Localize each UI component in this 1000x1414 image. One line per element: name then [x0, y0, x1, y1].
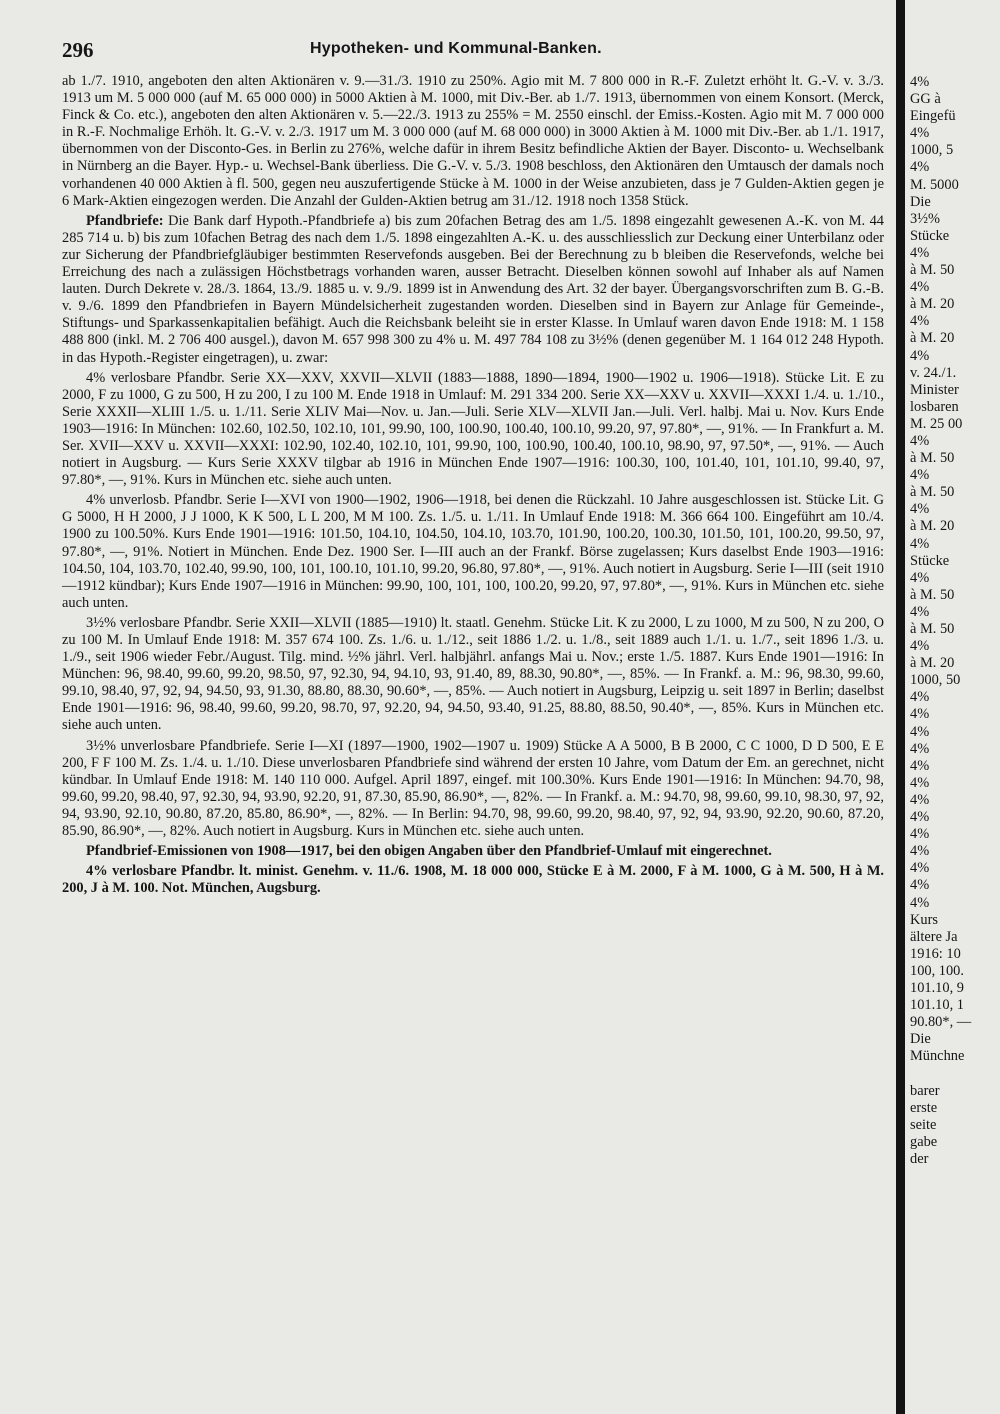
- adjacent-page-line: [910, 1065, 1000, 1082]
- paragraph-emissionen: Pfandbrief-Emissionen von 1908—1917, bei den obigen Angaben über den Pfandbrief-Umlauf mit eingerechnet.: [86, 843, 772, 860]
- adjacent-page-line: 4%: [910, 569, 930, 586]
- adjacent-page-line: à M. 50: [910, 484, 955, 501]
- main-text-column: [62, 73, 884, 897]
- adjacent-page-line: Münchne: [910, 1048, 965, 1065]
- adjacent-page-line: v. 24./1.: [910, 364, 957, 381]
- adjacent-page-line: M. 5000: [910, 176, 959, 193]
- adjacent-page-line: à M. 20: [910, 518, 955, 535]
- adjacent-page-line: 1000, 5: [910, 142, 954, 159]
- adjacent-page-line: 4%: [910, 74, 930, 90]
- adjacent-page-line: 4%: [910, 501, 930, 518]
- adjacent-page-line: losbaren: [910, 398, 959, 415]
- paragraph-4pct-verlosbare: 4% verlosbare Pfandbr. Serie XX—XXV, XXVII—XLVII (1883—1888, 1890—1894, 1900—1902 u. 1906—1918). Stücke Lit. E zu 2000, F zu 1000, G zu 500, H zu 200, I zu 100 M. Ende 1918 in Umlauf: M. 291 334 200. Serie XX—XXV u. XXVII—XXXI 1./4. u. 1./10., Serie XXXII—XLIII 1./5. u. 1./11. Serie XLIV Mai—Nov. u. Jan.—Juli. Serie XLV—XLVII Jan.—Juli. Verl. halbj. Mai u. Nov. Kurs Ende 1903—1916: In München: 102.60, 102.50, 102.10, 101, 99.90, 100, 100.90, 100.40, 100.10, 99.20, 97, 97.80*, —, 91%. — In Frankfurt a. M. Ser. XVII—XXV u. XXVII—XXXI: 102.90, 102.40, 102.10, 101, 99.90, 100, 100.90, 100.40, 100.10, 98.90, 97, 97.50*, —, 91%. — Auch notiert in Augsburg. — Kurs Serie XXXV tilgbar ab 1916 in München Ende 1907—1916: 100.30, 100, 101.40, 101, 101.10, 99.40, 97, 97.80*, —, 91%. Kurs in München etc. siehe auch unten.: [62, 369, 884, 489]
- adjacent-page-line: 90.80*, —: [910, 1014, 972, 1031]
- adjacent-page-line: à M. 50: [910, 586, 955, 603]
- paragraph-4pct-unverlosbare: 4% unverlosb. Pfandbr. Serie I—XVI von 1900—1902, 1906—1918, bei denen die Rückzahl. 10 Jahre ausgeschlossen ist. Stücke Lit. G G 5000, H H 2000, J J 1000, K K 500, L L 200, M M 100. Zs. 1./5. u. 1./11. In Umlauf Ende 1918: M. 366 664 100. Eingeführt am 10./4. 1900 zu 100.50%. Kurs Ende 1901—1916: 101.50, 104.10, 104.50, 104.10, 103.70, 101.90, 100.20, 100.30, 101.50, 101, 100.20, 99.50, 97, 97.80*, —, 91%. Notiert in München. Ende Dez. 1900 Ser. I—III auch an der Frankf. Börse zugelassen; Kurs daselbst Ende 1903—1916: 104.50, 104, 103.70, 102.40, 99.90, 100, 101, 100.10, 101.10, 99.20, 96.80, 97.80*, —, 91%. Auch notiert in Augsburg. Serie I—III (seit 1910—1912 kündbar); Kurs Ende 1907—1916 in München: 99.90, 100, 101, 100, 100.20, 99.20, 97, 97.80*, —, 91%. Kurs in München etc. siehe auch unten.: [62, 492, 884, 611]
- adjacent-page-line: 4%: [910, 791, 930, 808]
- adjacent-page-line: GG à: [910, 91, 941, 108]
- adjacent-page-line: à M. 20: [910, 330, 955, 347]
- adjacent-page-line: Stücke: [910, 227, 950, 244]
- paragraph-pfandbriefe-body: Die Bank darf Hypoth.-Pfandbriefe a) bis zum 20fachen Betrag des am 1./5. 1898 eingezahlt gewesenen A.-K. von M. 44 285 714 u. b) bis zum 10fachen Betrag des nach dem 1./5. 1898 eingezahlten A.-K. u. des ausschliesslich zur Deckung einer Unterbilanz oder zur Sicherung der Pfandbriefgläubiger bestimmten Reservefonds ausgeben. Bei der Berechnung zu b bleiben die Reservefonds, welche bei Erreichung des nach a zulässigen Höchstbetrags vorhanden waren, ausser Betracht. Dieselben können sowohl auf Inhaber als auf Namen lauten. Durch Dekrete v. 28./3. 1864, 13./9. 1885 u. v. 9./9. 1899 ist in Anwendung des Art. 32 der bayer. Übergangsvorschriften zum B. G.-B. v. 9./6. 1899 den Pfandbriefen in Bayern Mündelsicherheit zugestanden worden. Dieselben sind in Bayern zur Anlage für Gemeinde-, Stiftungs- und Sparkassenkapitalien befähigt. Auch die Reichsbank beleiht sie in erster Klasse. In Umlauf waren davon Ende 1918: M. 1 158 488 800 (inkl. M. 2 706 400 ausgel.), davon M. 657 998 300 zu 4% u. M. 497 784 108 zu 3½% (denen gegenüber M. 1 164 012 248 Hypoth. in das Hypoth.-Register eingetragen), u. zwar:: [62, 212, 885, 366]
- paragraph-capital-history: ab 1./7. 1910, angeboten den alten Aktionären v. 9.—31./3. 1910 zu 250%. Agio mit M. 7 800 000 in R.-F. Zuletzt erhöht lt. G.-V. v. 3./3. 1913 um M. 5 000 000 (auf M. 65 000 000) in 5000 Aktien à M. 1000, mit Div.-Ber. ab 1./7. 1913, übernommen von einem Konsort. (Merck, Finck & Co. etc.), angeboten den alten Aktionären v. 5.—22./3. 1913 zu 255% = M. 2550 einschl. der Emiss.-Kosten. Agio mit M. 7 000 000 in R.-F. Nochmalige Erhöh. lt. G.-V. v. 2./3. 1917 um M. 3 000 000 (auf M. 68 000 000) in 3000 Aktien à M. 1000 mit Div.-Ber. ab 1./1. 1917, übernommen von der Disconto-Ges. in Berlin zu 276%, welche dafür in ihrem Besitz befindliche Aktien der Bayer. Disconto- u. Wechselbank in Nürnberg an die Bayer. Hyp.- u. Wechsel-Bank überliess. Die G.-V. v. 5./3. 1908 beschloss, den Aktionären den Umtausch der damals noch vorhandenen 40 000 Aktien à fl. 500, gegen neu auszufertigende Stücke à M. 1000 in der Weise anzubieten, dass je 7 Gulden-Aktien gegen je 6 Mark-Aktien eingezogen werden. Die Anzahl der Gulden-Aktien betrug am 31./12. 1918 noch 1358 Stück.: [62, 73, 884, 209]
- adjacent-page-line: à M. 50: [910, 621, 955, 637]
- adjacent-page-line: Die: [910, 193, 931, 210]
- adjacent-page-line: 4%: [910, 774, 930, 791]
- paragraph-pfandbriefe: [62, 213, 884, 367]
- adjacent-page-line: 1000, 50: [910, 672, 961, 689]
- adjacent-page-line: 4%: [910, 159, 930, 176]
- adjacent-page-line: 4%: [910, 535, 930, 552]
- adjacent-page-line: Kurs: [910, 911, 938, 928]
- adjacent-page-line: seite: [910, 1116, 937, 1133]
- adjacent-page-line: 4%: [910, 894, 930, 911]
- adjacent-page-line: gabe: [910, 1133, 938, 1150]
- section-heading-pfandbriefe: Pfandbriefe:: [86, 212, 164, 229]
- adjacent-page-column: [910, 74, 1000, 1404]
- adjacent-page-line: 4%: [910, 603, 930, 620]
- adjacent-page-line: 4%: [910, 860, 930, 877]
- adjacent-page-line: 4%: [910, 689, 930, 706]
- adjacent-page-line: ältere Ja: [910, 928, 958, 945]
- adjacent-page-line: 4%: [910, 347, 930, 364]
- adjacent-page-line: 4%: [910, 809, 930, 826]
- adjacent-page-line: barer: [910, 1082, 940, 1099]
- adjacent-page-line: 4%: [910, 244, 930, 261]
- adjacent-page-line: à M. 20: [910, 296, 955, 313]
- paragraph-3half-verlosbare: 3½% verlosbare Pfandbr. Serie XXII—XLVII (1885—1910) lt. staatl. Genehm. Stücke Lit. K zu 2000, L zu 1000, M zu 500, N zu 200, O zu 100 M. In Umlauf Ende 1918: M. 357 674 100. Zs. 1./6. u. 1./12., seit 1886 1./2. u. 1./8., seit 1889 auch 1./1. u. 1./7., seit 1896 1./3. u. 1./9., seit 1906 wieder Febr./August. Tilg. mind. ½% jährl. Verl. halbjährl. anfangs Mai u. Nov.; erste 1./5. 1887. Kurs Ende 1901—1916: In München: 96, 98.40, 99.60, 99.20, 98.50, 97, 92.30, 94, 94.10, 93, 91.40, 89, 88.30, 90.80*, —, 85%. — In Frankf. a. M.: 96, 98.30, 99.60, 99.10, 98.40, 97, 92, 94, 94.50, 93, 91.30, 88.80, 88.30, 90.60*, —, 85%. — Auch notiert in Augsburg, Leipzig u. seit 1897 in Berlin; daselbst Ende 1901—1916: 96, 98.40, 99.60, 99.20, 98.70, 97, 92.20, 94, 94.50, 93.40, 91.25, 88.80, 88.50, 90.40*, —, 85%. Kurs in München etc. siehe auch unten.: [62, 614, 884, 734]
- adjacent-page-line: 4%: [910, 826, 930, 843]
- adjacent-page-line: 101.10, 1: [910, 997, 964, 1014]
- adjacent-page-line: Minister: [910, 381, 959, 398]
- adjacent-page-line: Stücke: [910, 552, 950, 569]
- adjacent-page-line: 4%: [910, 706, 930, 723]
- adjacent-page-line: 4%: [910, 432, 930, 449]
- running-title: Hypotheken- und Kommunal-Banken.: [310, 40, 602, 57]
- adjacent-page-line: 100, 100.: [910, 962, 964, 979]
- page-header: [62, 38, 882, 60]
- column-gutter-rule: [896, 0, 905, 1414]
- adjacent-page-line: Eingefü: [910, 108, 956, 125]
- adjacent-page-line: 4%: [910, 757, 930, 774]
- adjacent-page-line: 4%: [910, 723, 930, 740]
- adjacent-page-line: Die: [910, 1031, 931, 1048]
- adjacent-page-line: 4%: [910, 740, 930, 757]
- adjacent-page-line: 4%: [910, 843, 930, 860]
- adjacent-page-line: 4%: [910, 877, 930, 894]
- adjacent-page-line: 4%: [910, 638, 930, 655]
- adjacent-page-line: der: [910, 1150, 929, 1167]
- paragraph-4pct-1908: 4% verlosbare Pfandbr. lt. minist. Genehm. v. 11./6. 1908, M. 18 000 000, Stücke E à M. 2000, F à M. 1000, G à M. 500, H à M. 200, J à M. 100. Not. München, Augsburg.: [62, 863, 884, 897]
- paragraph-3half-unverlosbare: 3½% unverlosbare Pfandbriefe. Serie I—XI (1897—1900, 1902—1907 u. 1909) Stücke A A 5000, B B 2000, C C 1000, D D 500, E E 200, F F 100 M. Zs. 1./4. u. 1./10. Diese unverlosbaren Pfandbriefe sind während der ersten 10 Jahre, vom Datum der Em. an gerechnet, nicht kündbar. In Umlauf Ende 1918: M. 140 110 000. Aufgel. April 1897, eingef. mit 100.30%. Kurs Ende 1901—1916: In München: 94.70, 98, 99.60, 99.20, 98.40, 97, 92.30, 94, 93.90, 92.20, 91, 87.30, 85.90, 86.90*, —, 82%. — In Frankf. a. M.: 94.70, 98, 99.60, 99.10, 98.30, 97, 92, 94, 93.90, 92.10, 90.80, 87.20, 85.80, 86.90*, —, 82%. — In Berlin: 94.70, 98, 99.60, 99.20, 98.40, 97, 92, 94, 93.90, 92.20, 90.60, 87.20, 85.90, 86.90*, —, 82%. Auch notiert in Augsburg. Kurs in München etc. siehe auch unten.: [62, 737, 884, 840]
- adjacent-page-line: 4%: [910, 279, 930, 296]
- adjacent-page-line: 3½%: [910, 210, 940, 227]
- adjacent-page-line: erste: [910, 1099, 938, 1116]
- adjacent-page-line: à M. 20: [910, 655, 955, 672]
- adjacent-page-line: 4%: [910, 125, 930, 142]
- page-number: 296: [62, 38, 94, 62]
- adjacent-page-line: 101.10, 9: [910, 979, 964, 996]
- adjacent-page-line: à M. 50: [910, 262, 955, 279]
- adjacent-page-line: 4%: [910, 313, 930, 330]
- adjacent-page-line: 4%: [910, 467, 930, 484]
- adjacent-page-line: 1916: 10: [910, 945, 961, 962]
- adjacent-page-line: M. 25 00: [910, 415, 963, 432]
- adjacent-page-line: à M. 50: [910, 450, 955, 467]
